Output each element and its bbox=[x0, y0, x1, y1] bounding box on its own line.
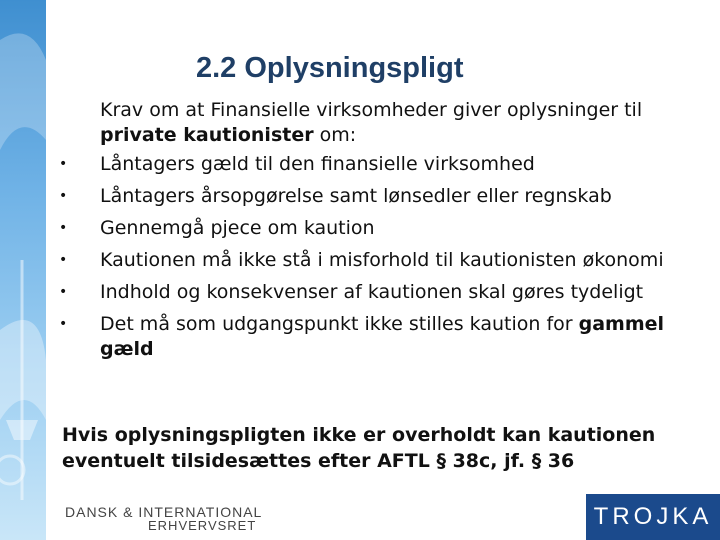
bullet-icon: • bbox=[59, 284, 68, 300]
intro-rest-text: om: bbox=[313, 124, 357, 146]
bullet-icon: • bbox=[59, 188, 68, 204]
bullet-text: Indhold og konsekvenser af kautionen skal gøres tydeligt bbox=[100, 281, 644, 303]
scales-of-justice-icon bbox=[0, 0, 46, 540]
bullet-text: Gennemgå pjece om kaution bbox=[100, 217, 375, 239]
list-item bbox=[55, 280, 715, 305]
bullet-icon: • bbox=[59, 252, 68, 268]
intro-bold-text: private kautionister bbox=[100, 124, 314, 146]
bullet-icon: • bbox=[59, 156, 68, 172]
logo-line-2: ERHVERVSRET bbox=[148, 518, 257, 533]
list-item bbox=[55, 216, 715, 241]
bullet-text: Det må som udgangspunkt ikke stilles kaution for bbox=[100, 313, 579, 335]
list-item bbox=[55, 312, 715, 362]
conclusion-text: Hvis oplysningspligten ikke er overholdt kan kautionen eventuelt tilsidesættes efter AFTL § 38c, jf. § 36 bbox=[62, 424, 656, 472]
slide-title: 2.2 Oplysningspligt bbox=[196, 52, 464, 84]
bullet-text: Låntagers årsopgørelse samt lønsedler eller regnskab bbox=[100, 185, 612, 207]
logo-line-1: DANSK & INTERNATIONAL bbox=[65, 504, 263, 520]
decorative-side-panel bbox=[0, 0, 46, 540]
intro-paragraph bbox=[55, 98, 715, 148]
bullet-icon: • bbox=[59, 220, 68, 236]
bullet-icon: • bbox=[59, 316, 68, 332]
intro-text: Krav om at Finansielle virksomheder giver oplysninger til bbox=[100, 99, 643, 121]
dansk-international-logo bbox=[65, 505, 262, 533]
bullet-text: Låntagers gæld til den finansielle virksomhed bbox=[100, 153, 535, 175]
slide-body bbox=[55, 98, 715, 369]
list-item bbox=[55, 152, 715, 177]
bullet-text: Kautionen må ikke stå i misforhold til kautionisten økonomi bbox=[100, 249, 664, 271]
bullet-list bbox=[55, 152, 715, 362]
list-item bbox=[55, 248, 715, 273]
list-item bbox=[55, 184, 715, 209]
bullet-bold-text: gammel gæld bbox=[100, 313, 665, 360]
trojka-logo: TROJKA bbox=[586, 494, 720, 540]
